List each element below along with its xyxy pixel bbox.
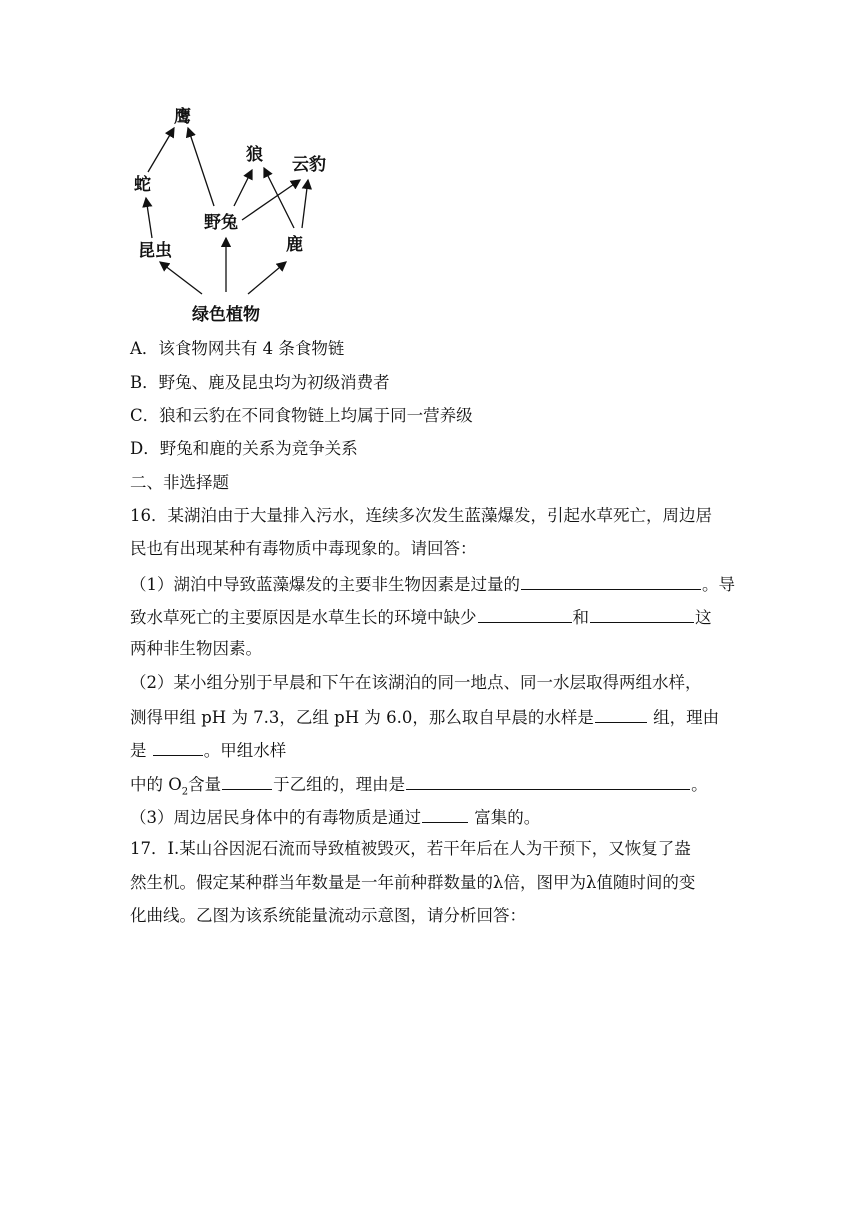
q16-part2-line-4 [130,772,708,803]
q16-part1-line-2 [130,605,712,629]
q16-part1-line-3: 两种非生物因素。 [130,639,262,658]
answer-blank-8[interactable] [422,805,468,823]
node-deer: 鹿 [286,235,303,255]
q16-p2-text-i: 。 [691,775,708,794]
q16-p2-text-f: 中的 O [130,775,182,794]
q16-part2-line-2 [130,705,719,729]
q16-p1-text-e: 这 [695,608,712,627]
q16-p3-text-b: 富集的。 [469,808,541,827]
q16-p3-text-a: （3）周边居民身体中的有毒物质是通过 [130,808,421,827]
q16-line-2: 民也有出现某种有毒物质中毒现象的。请回答： [130,539,477,558]
q16-part3-line [130,805,540,829]
q16-p1-text-b: 。导 [702,575,735,594]
q16-p1-text-c: 致水草死亡的主要原因是水草生长的环境中缺少 [130,608,477,627]
option-d: D．野兔和鹿的关系为竞争关系 [130,439,358,458]
option-a: A．该食物网共有 4 条食物链 [130,339,345,358]
q16-line-1: 16．某湖泊由于大量排入污水，连续多次发生蓝藻爆发，引起水草死亡，周边居 [130,506,712,525]
q16-p2-text-b: 测得甲组 pH 为 7.3，乙组 pH 为 6.0，那么取自早晨的水样是 [130,708,594,727]
q16-p1-text-d: 和 [572,608,589,627]
q17-line-3: 化曲线。乙图为该系统能量流动示意图，请分析回答： [130,906,526,925]
answer-blank-4[interactable] [595,705,647,723]
subscript-2: 2 [181,786,189,798]
q16-part2-line-1: （2）某小组分别于早晨和下午在该湖泊的同一地点、同一水层取得两组水样， [130,673,702,692]
node-snake: 蛇 [134,175,151,195]
q17-line-1: 17．Ⅰ.某山谷因泥石流而导致植被毁灭，若干年后在人为干预下，又恢复了盎 [130,839,691,858]
q16-p2-text-e: 。甲组水样 [203,741,287,760]
node-hare: 野兔 [204,213,238,233]
answer-blank-1[interactable] [521,572,701,590]
option-c: C．狼和云豹在不同食物链上均属于同一营养级 [130,406,473,425]
section-heading: 二、非选择题 [130,473,229,492]
q16-part2-line-3 [130,738,286,762]
q16-p2-text-h: 于乙组的，理由是 [273,775,406,794]
node-eagle: 鹰 [174,107,191,127]
answer-blank-7[interactable] [406,772,690,790]
answer-blank-5[interactable] [153,738,203,756]
option-b: B．野兔、鹿及昆虫均为初级消费者 [130,373,390,392]
q16-p2-text-c: 组，理由 [647,708,720,727]
q16-part1-line-1 [130,572,735,596]
answer-blank-6[interactable] [222,772,272,790]
node-plant: 绿色植物 [192,305,260,325]
q16-p2-text-d: 是 [130,741,152,760]
food-web-diagram [118,88,338,328]
node-leopard: 云豹 [292,155,326,175]
answer-blank-2[interactable] [478,605,572,623]
q17-line-2: 然生机。假定某种群当年数量是一年前种群数量的λ倍，图甲为λ值随时间的变 [130,873,696,892]
node-wolf: 狼 [246,145,263,165]
q16-p2-text-g: 含量 [188,775,222,794]
node-insect: 昆虫 [138,241,172,261]
q16-p1-text-a: （1）湖泊中导致蓝藻爆发的主要非生物因素是过量的 [130,575,520,594]
answer-blank-3[interactable] [590,605,694,623]
